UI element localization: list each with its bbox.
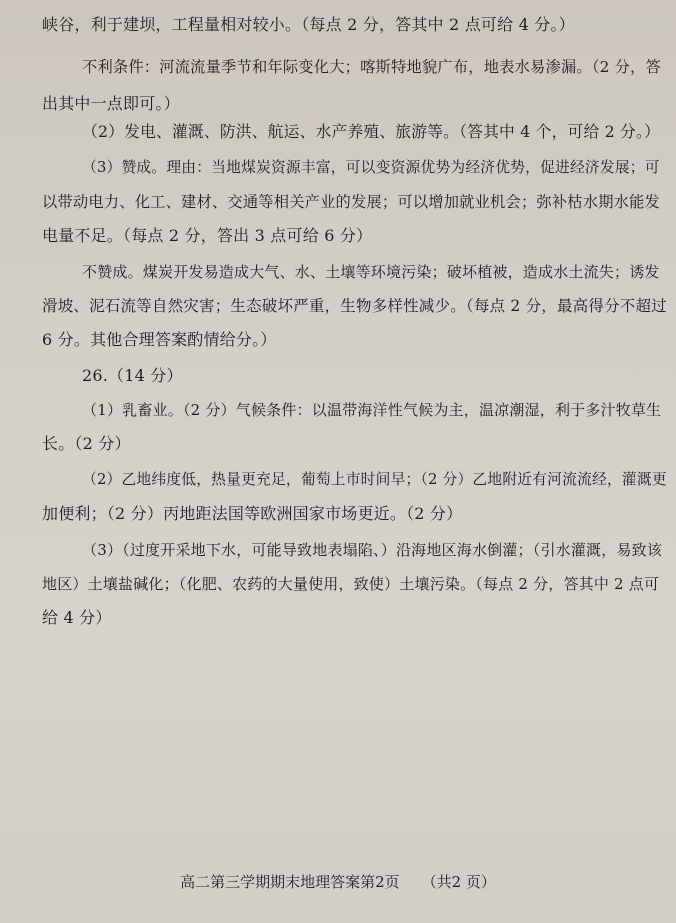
text-line: 长。（2 分） xyxy=(42,434,131,453)
text-line: （3）（过度开采地下水，可能导致地表塌陷、）沿海地区海水倒灌；（引水灌溉，易致该 xyxy=(82,541,663,559)
text-line: 不利条件：河流流量季节和年际变化大；喀斯特地貌广布，地表水易渗漏。（2 分，答 xyxy=(82,58,661,76)
text-line: 电量不足。（每点 2 分，答出 3 点可给 6 分） xyxy=(42,226,373,245)
text-line: 给 4 分） xyxy=(42,608,112,627)
text-line: 加便利；（2 分）丙地距法国等欧洲国家市场更近。（2 分） xyxy=(42,504,463,523)
footer-page-count: （共2 页） xyxy=(421,873,496,891)
text-line: 以带动电力、化工、建材、交通等相关产业的发展；可以增加就业机会；弥补枯水期水能发 xyxy=(42,193,660,211)
text-line: 峡谷，利于建坝，工程量相对较小。（每点 2 分，答其中 2 点可给 4 分。） xyxy=(42,15,575,34)
text-line: 滑坡、泥石流等自然灾害；生态破坏严重，生物多样性减少。（每点 2 分，最高得分不超过 xyxy=(42,297,667,315)
question-number: 26.（14 分） xyxy=(82,366,183,385)
footer-title: 高二第三学期期末地理答案第2页 xyxy=(180,873,400,891)
text-line: （2）发电、灌溉、防洪、航运、水产养殖、旅游等。（答其中 4 个，可给 2 分。） xyxy=(82,122,661,141)
text-line: 不赞成。煤炭开发易造成大气、水、土壤等环境污染；破坏植被，造成水土流失；诱发 xyxy=(82,263,660,281)
page-footer xyxy=(0,872,676,892)
text-line: 地区）土壤盐碱化；（化肥、农药的大量使用，致使）土壤污染。（每点 2 分，答其中 2 点可 xyxy=(42,575,660,593)
text-line: （1）乳畜业。（2 分）气候条件：以温带海洋性气候为主，温凉潮湿，利于多汁牧草生 xyxy=(82,401,662,419)
text-line: 6 分。其他合理答案酌情给分。） xyxy=(42,330,277,349)
text-line: 出其中一点即可。） xyxy=(42,94,180,113)
text-line: （2）乙地纬度低，热量更充足，葡萄上市时间早；（2 分）乙地附近有河流流经，灌溉更 xyxy=(82,471,667,488)
text-line: （3）赞成。理由：当地煤炭资源丰富，可以变资源优势为经济优势，促进经济发展；可 xyxy=(82,159,660,176)
